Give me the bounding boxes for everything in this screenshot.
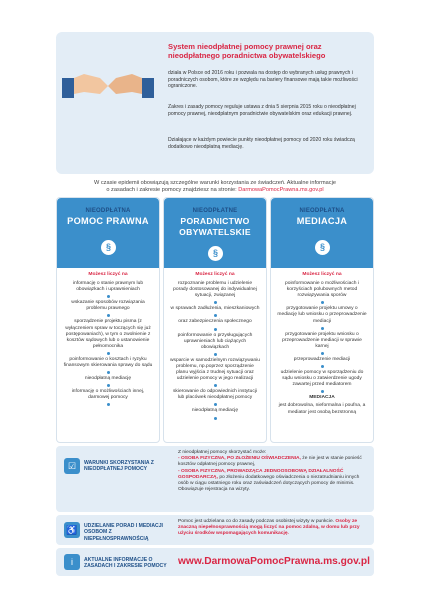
list-item: przeprowadzenie mediacji bbox=[293, 356, 351, 362]
list-item: w sprawach zadłużenia, mieszkaniowych bbox=[170, 306, 260, 312]
bullet-dot-icon bbox=[321, 327, 324, 330]
accessibility-text-a: Pomoc jest udzielana co do zasady podczas osobistej wizyty w punkcie. bbox=[178, 519, 335, 524]
list-item: informację o możliwościach innej, darmowej pomocy bbox=[71, 389, 145, 401]
bullet-dot-icon bbox=[107, 352, 110, 355]
column-body bbox=[164, 268, 266, 426]
paragraph-icon: § bbox=[208, 246, 223, 261]
bullet-dot-icon bbox=[107, 371, 110, 374]
column-title: MEDIACJA bbox=[296, 216, 348, 226]
epidemic-line-1: W czasie epidemii obowiązują szczególne warunki korzystania ze świadczeń. Aktualne informacje bbox=[94, 180, 336, 186]
intro-paragraph-2: Zakres i zasady pomocy reguluje ustawa z dnia 5 sierpnia 2015 roku o nieodpłatnej pomocy prawnej, nieodpłatnym poradnictwie obywatelskim oraz edukacji prawnej. bbox=[168, 104, 356, 117]
paragraph-icon: § bbox=[101, 240, 116, 255]
bullet-dot-icon bbox=[214, 314, 217, 317]
bullet-dot-icon bbox=[321, 352, 324, 355]
wheelchair-icon: ♿ bbox=[64, 522, 80, 538]
column-body bbox=[57, 268, 159, 412]
column-tag: NIEODPŁATNE bbox=[192, 208, 238, 214]
bullet-dot-icon bbox=[321, 390, 324, 393]
conditions-text bbox=[178, 450, 368, 493]
column-body bbox=[271, 268, 373, 422]
accessibility-highlight: Osoby ze znaczną niepełnosprawnością mogą liczyć na pomoc zdalną, w domu lub przy użyciu środków wspomagających komunikację. bbox=[178, 519, 360, 537]
list-item: poinformowanie o kosztach i ryzyku finansowym skierowania sprawy do sądu bbox=[63, 356, 153, 369]
list-item: nieodpłatną mediację bbox=[84, 376, 132, 382]
intro-paragraph-3: Działające w każdym powiecie punkty nieodpłatnej pomocy od 2020 roku świadczą dodatkowo nieodpłatną mediację. bbox=[168, 137, 355, 150]
list-item: poinformowanie o przysługujących uprawnieniach lub ciążących obowiązkach bbox=[177, 332, 253, 350]
bullet-dot-icon bbox=[107, 295, 110, 298]
list-item: nieodpłatną mediację bbox=[191, 408, 239, 414]
list-item: wskazanie sposobów rozwiązania problemu prawnego bbox=[71, 300, 145, 312]
info-icon: i bbox=[64, 554, 80, 570]
column-lead: Możesz liczyć na bbox=[302, 272, 342, 277]
list-item: wsparcie w samodzielnym rozwiązywaniu problemu, np.poprzez sporządzenie planu wyjścia z trudnej sytuacji oraz udzielenie pomocy w jego realizacji bbox=[170, 357, 260, 382]
bullet-dot-icon bbox=[214, 384, 217, 387]
conditions-b: po złożeniu dodatkowego oświadczenia o niezatrudnianiu innych osób w ciągu ostatniego roku oraz zaświadczeń dotyczących pomocy de minimis. bbox=[178, 474, 360, 487]
list-item: przygotowanie projektu wniosku o przeprowadzenie mediacji w sprawie karnej bbox=[282, 331, 362, 349]
list-item: przygotowanie projektu umowy o mediację lub wniosku o przeprowadzenie mediacji bbox=[277, 306, 367, 324]
epidemic-line-2: o zasadach i zakresie pomocy znajdziesz na stronie: bbox=[106, 187, 237, 194]
bullet-dot-icon bbox=[107, 403, 110, 406]
epidemic-notice bbox=[56, 180, 374, 195]
bullet-dot-icon bbox=[214, 353, 217, 356]
conditions-c: Obowiązuje rejestracja na wizyty. bbox=[178, 487, 250, 493]
bullet-dot-icon bbox=[107, 384, 110, 387]
column-header bbox=[57, 198, 159, 268]
column-tail-title: MEDIACJA bbox=[309, 395, 335, 401]
website-link[interactable]: www.DarmowaPomocPrawna.ms.gov.pl bbox=[178, 556, 370, 567]
list-item: poinformowanie o możliwościach i korzyściach polubownych metod rozwiązywania sporów bbox=[285, 281, 359, 299]
list-item: rozpoznanie problemu i udzielenie porady dostosowanej do indywidualnej sytuacji, związanej bbox=[173, 281, 257, 299]
conditions-b-highlight: - OSOBA FIZYCZNA, PROWADZĄCA JEDNOOSOBOWĄ DZIAŁALNOŚĆ GOSPODARCZĄ, bbox=[178, 468, 344, 480]
list-item: skierowanie do odpowiednich instytucji lub placówek nieodpłatnej pomocy bbox=[172, 389, 257, 401]
intro-title: System nieodpłatnej pomocy prawnej oraz nieodpłatnego poradnictwa obywatelskiego bbox=[168, 42, 326, 60]
column-tag: NIEODPŁATNA bbox=[85, 208, 131, 214]
column-header bbox=[271, 198, 373, 268]
website-box bbox=[56, 548, 374, 576]
column-title: POMOC PRAWNA bbox=[67, 216, 149, 226]
website-label: AKTUALNE INFORMACJE O ZASADACH I ZAKRESIE POMOCY bbox=[84, 557, 167, 570]
accessibility-label: UDZIELANIE PORAD I MEDIACJI OSOBOM Z NIEPEŁNOSPRAWNOŚCIĄ bbox=[84, 523, 163, 542]
bullet-dot-icon bbox=[321, 365, 324, 368]
list-item: informację o stanie prawnym lub obowiązkach i uprawnieniach bbox=[72, 281, 144, 293]
list-item: oraz zabezpieczenia społecznego bbox=[178, 319, 252, 325]
conditions-a: że nie jest w stanie ponieść kosztów odpłatnej pomocy prawnej, bbox=[178, 456, 362, 468]
column-civic-advice bbox=[163, 197, 267, 443]
bullet-dot-icon bbox=[214, 403, 217, 406]
conditions-intro: Z nieodpłatnej pomocy skorzystać może: bbox=[178, 450, 267, 455]
column-title: PORADNICTWO OBYWATELSKIE bbox=[179, 216, 251, 237]
accessibility-text bbox=[178, 519, 368, 538]
column-mediation bbox=[270, 197, 374, 443]
conditions-label: WARUNKI SKORZYSTANIA Z NIEODPŁATNEJ POMOCY bbox=[84, 460, 154, 473]
column-tag: NIEODPŁATNA bbox=[299, 208, 345, 214]
intro-card bbox=[56, 32, 374, 174]
column-legal-aid bbox=[56, 197, 160, 443]
bullet-dot-icon bbox=[214, 301, 217, 304]
intro-paragraph-1: działa w Polsce od 2016 roku i pozwala na dostęp do wybranych usług prawnych i poradniczych osobom, które ze względu na bariery finansowe mają takie możliwości ograniczone. bbox=[168, 70, 358, 90]
bullet-dot-icon bbox=[107, 314, 110, 317]
bullet-dot-icon bbox=[321, 301, 324, 304]
conditions-box bbox=[56, 446, 374, 512]
column-header bbox=[164, 198, 266, 268]
paragraph-icon: § bbox=[315, 240, 330, 255]
bullet-dot-icon bbox=[214, 417, 217, 420]
column-tail: jest dobrowolna, nieformalna i poufna, a mediator jest osobą bezstronną bbox=[278, 403, 366, 415]
accessibility-box bbox=[56, 515, 374, 545]
handshake-icon bbox=[62, 52, 154, 112]
column-lead: Możesz liczyć na bbox=[195, 272, 235, 277]
column-lead: Możesz liczyć na bbox=[88, 272, 128, 277]
conditions-a-highlight: - OSOBA FIZYCZNA, PO ZŁOŻENIU OŚWIADCZENIA, bbox=[178, 456, 301, 462]
list-item: sporządzenie projektu pisma (z wyłączeniem spraw w toczących się już postępowaniach), w tym o zwolnienie z kosztów sądowych lub o ustanowienie pełnomocnika bbox=[65, 319, 151, 349]
bullet-dot-icon bbox=[214, 328, 217, 331]
epidemic-url[interactable]: DarmowaPomocPrawna.ms.gov.pl bbox=[238, 187, 324, 194]
list-item: udzielenie pomocy w sporządzeniu do sądu wniosku o zatwierdzenie ugody zawartej przed mediatorem bbox=[280, 370, 364, 388]
checklist-icon: ☑ bbox=[64, 458, 80, 474]
